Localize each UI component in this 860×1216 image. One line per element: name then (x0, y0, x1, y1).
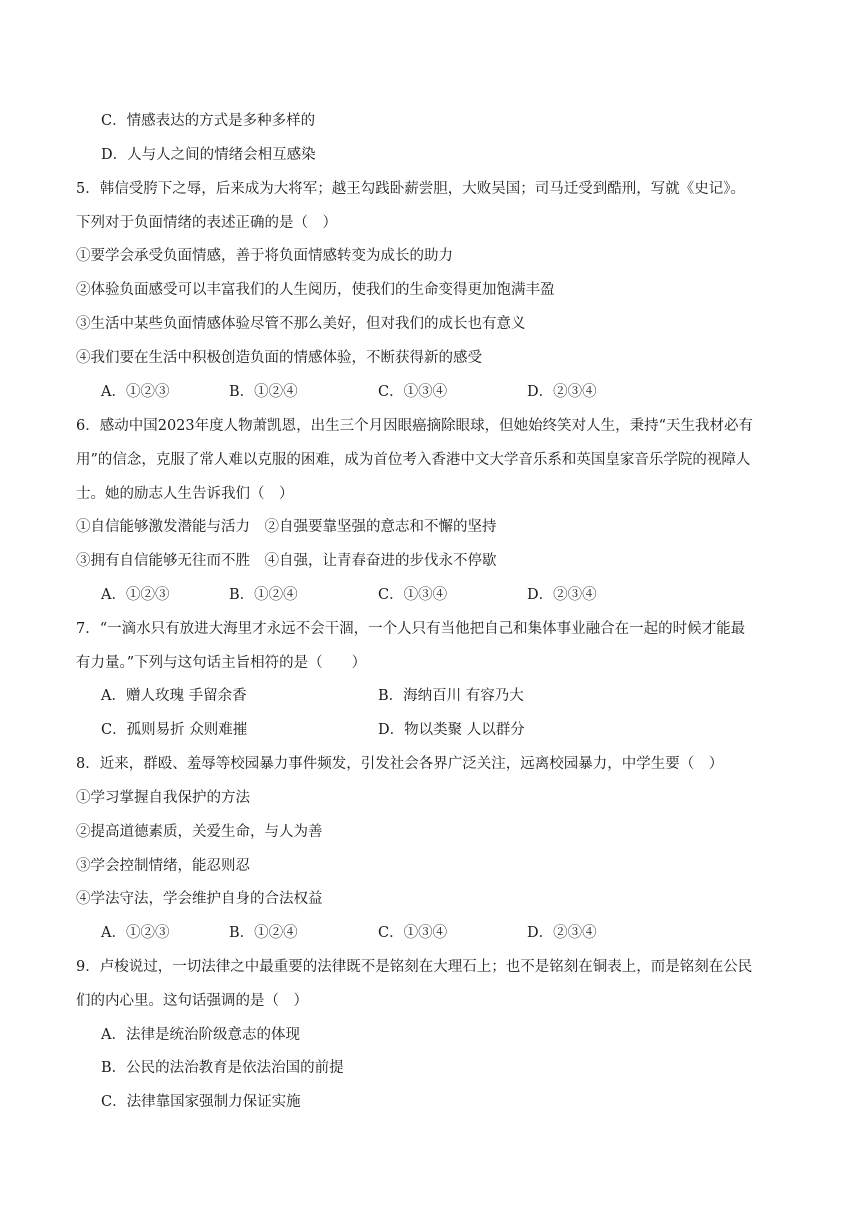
q8-option-b: B．①②④ (229, 925, 298, 941)
q8-statement-2: ②提高道德素质，关爱生命，与人为善 (76, 824, 323, 840)
q5-option-b: B．①②④ (229, 384, 298, 400)
q9-stem-line2: 们的内心里。这句话强调的是（ ） (76, 993, 308, 1009)
q8-option-a: A．①②③ (101, 925, 170, 941)
q6-option-c: C．①③④ (378, 587, 448, 603)
q6-statements-1-2: ①自信能够激发潜能与活力 ②自强要靠坚强的意志和不懈的坚持 (76, 519, 497, 535)
q5-stem-line2: 下列对于负面情绪的表述正确的是（ ） (76, 215, 337, 231)
q5-option-c: C．①③④ (378, 384, 448, 400)
q5-statement-2: ②体验负面感受可以丰富我们的人生阅历，使我们的生命变得更加饱满丰盈 (76, 282, 555, 298)
q5-stem-line1: 5．韩信受胯下之辱，后来成为大将军；越王勾践卧薪尝胆，大败吴国；司马迁受到酷刑，写就《史记》。 (76, 181, 745, 197)
q8-statement-3: ③学会控制情绪，能忍则忍 (76, 858, 250, 874)
q6-stem-line3: 士。她的励志人生告诉我们（ ） (76, 486, 294, 502)
q4-option-d: D．人与人之间的情绪会相互感染 (101, 147, 316, 163)
q7-option-d: D．物以类聚 人以群分 (378, 722, 525, 738)
q8-option-d: D．②③④ (527, 925, 597, 941)
q7-option-a: A．赠人玫瑰 手留余香 (101, 688, 247, 704)
q8-statement-4: ④学法守法，学会维护自身的合法权益 (76, 891, 323, 907)
q8-statement-1: ①学习掌握自我保护的方法 (76, 790, 250, 806)
q9-option-a: A．法律是统治阶级意志的体现 (101, 1027, 300, 1043)
q7-stem-line2: 有力量。”下列与这句话主旨相符的是（ ） (76, 655, 367, 671)
q6-stem-line1: 6．感动中国2023年度人物萧凯恩，出生三个月因眼癌摘除眼球，但她始终笑对人生，秉持“天生我材必有 (76, 418, 754, 434)
q7-option-c: C．孤则易折 众则难摧 (101, 722, 248, 738)
q9-option-c: C．法律靠国家强制力保证实施 (101, 1094, 301, 1110)
q5-option-d: D．②③④ (527, 384, 597, 400)
q7-option-b: B．海纳百川 有容乃大 (378, 688, 524, 704)
q6-option-a: A．①②③ (101, 587, 170, 603)
q7-stem-line1: 7．“一滴水只有放进大海里才永远不会干涸，一个人只有当他把自己和集体事业融合在一起的时候才能最 (76, 621, 746, 637)
q6-option-b: B．①②④ (229, 587, 298, 603)
q5-statement-1: ①要学会承受负面情感，善于将负面情感转变为成长的助力 (76, 248, 453, 264)
q6-stem-line2: 用”的信念，克服了常人难以克服的困难，成为首位考入香港中文大学音乐系和英国皇家音乐学院的视障人 (76, 452, 751, 468)
q6-statements-3-4: ③拥有自信能够无往而不胜 ④自强，让青春奋进的步伐永不停歇 (76, 553, 497, 569)
q8-stem-line1: 8．近来，群殴、羞辱等校园暴力事件频发，引发社会各界广泛关注，远离校园暴力，中学生要（ ） (76, 756, 724, 772)
q5-statement-4: ④我们要在生活中积极创造负面的情感体验，不断获得新的感受 (76, 350, 482, 366)
q9-option-b: B．公民的法治教育是依法治国的前提 (101, 1060, 344, 1076)
q9-stem-line1: 9．卢梭说过，一切法律之中最重要的法律既不是铭刻在大理石上；也不是铭刻在铜表上，而是铭刻在公民 (76, 959, 753, 975)
q8-option-c: C．①③④ (378, 925, 448, 941)
q5-statement-3: ③生活中某些负面情感体验尽管不那么美好，但对我们的成长也有意义 (76, 316, 526, 332)
q6-option-d: D．②③④ (527, 587, 597, 603)
q4-option-c: C．情感表达的方式是多种多样的 (101, 113, 316, 129)
q5-option-a: A．①②③ (101, 384, 170, 400)
